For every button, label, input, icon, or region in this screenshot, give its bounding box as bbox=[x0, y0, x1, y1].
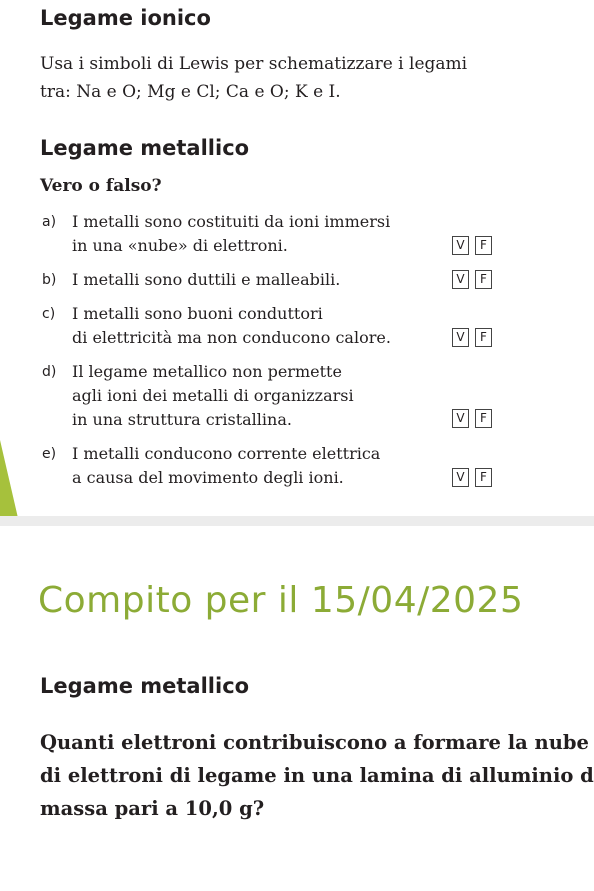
answer-boxes-b bbox=[452, 270, 492, 289]
item-statement: I metalli sono buoni conduttori di elettricità ma non conducono calore. bbox=[72, 304, 391, 347]
assignment-question bbox=[40, 726, 594, 825]
page-divider bbox=[0, 516, 594, 526]
item-letter: c) bbox=[42, 306, 56, 322]
item-letter: b) bbox=[42, 272, 57, 288]
true-false-item-e bbox=[42, 442, 512, 490]
true-checkbox-e[interactable]: V bbox=[452, 468, 469, 487]
true-checkbox-b[interactable]: V bbox=[452, 270, 469, 289]
ionic-instructions bbox=[40, 50, 580, 106]
section-title-metallic: Legame metallico bbox=[40, 136, 250, 160]
true-false-title: Vero o falso? bbox=[40, 176, 162, 196]
question-line3: massa pari a 10,0 g? bbox=[40, 797, 265, 820]
ionic-instructions-line2: tra: Na e O; Mg e Cl; Ca e O; K e I. bbox=[40, 82, 341, 102]
true-false-item-c bbox=[42, 302, 512, 350]
item-statement: I metalli sono costituiti da ioni immersi in una «nube» di elettroni. bbox=[72, 212, 391, 255]
false-checkbox-a[interactable]: F bbox=[475, 236, 492, 255]
item-letter: d) bbox=[42, 364, 57, 380]
true-checkbox-c[interactable]: V bbox=[452, 328, 469, 347]
false-checkbox-b[interactable]: F bbox=[475, 270, 492, 289]
true-false-item-d bbox=[42, 360, 512, 432]
answer-boxes-c bbox=[452, 328, 492, 347]
true-checkbox-d[interactable]: V bbox=[452, 409, 469, 428]
item-statement: Il legame metallico non permette agli ioni dei metalli di organizzarsi in una struttura cristallina. bbox=[72, 362, 354, 429]
answer-boxes-d bbox=[452, 409, 492, 428]
item-statement: I metalli conducono corrente elettrica a causa del movimento degli ioni. bbox=[72, 444, 381, 487]
item-letter: e) bbox=[42, 446, 57, 462]
true-false-item-a bbox=[42, 210, 512, 258]
item-statement: I metalli sono duttili e malleabili. bbox=[72, 270, 341, 289]
question-line1: Quanti elettroni contribuiscono a formare la nube bbox=[40, 731, 589, 754]
green-margin-decoration bbox=[0, 440, 18, 518]
ionic-instructions-line1: Usa i simboli di Lewis per schematizzare i legami bbox=[40, 54, 468, 74]
false-checkbox-d[interactable]: F bbox=[475, 409, 492, 428]
answer-boxes-a bbox=[452, 236, 492, 255]
false-checkbox-e[interactable]: F bbox=[475, 468, 492, 487]
answer-boxes-e bbox=[452, 468, 492, 487]
item-letter: a) bbox=[42, 214, 57, 230]
assignment-subtitle: Legame metallico bbox=[40, 674, 250, 698]
assignment-title: Compito per il 15/04/2025 bbox=[38, 580, 524, 621]
false-checkbox-c[interactable]: F bbox=[475, 328, 492, 347]
true-checkbox-a[interactable]: V bbox=[452, 236, 469, 255]
true-false-item-b bbox=[42, 268, 512, 292]
question-line2: di elettroni di legame in una lamina di alluminio d bbox=[40, 764, 594, 787]
section-title-ionic: Legame ionico bbox=[40, 6, 211, 30]
